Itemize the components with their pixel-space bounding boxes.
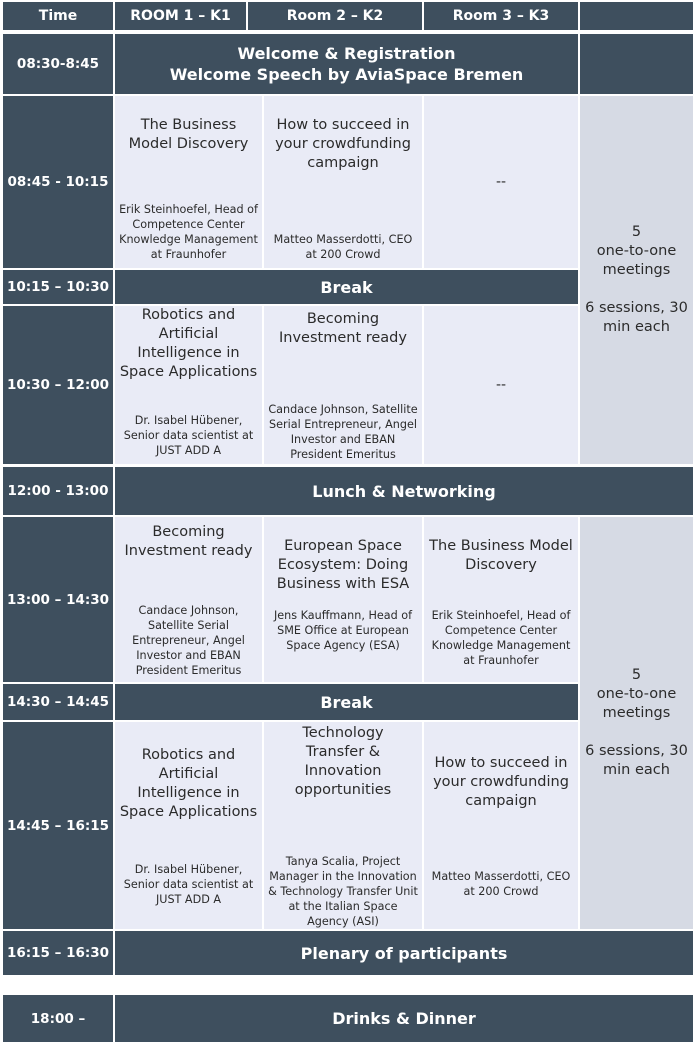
session-speaker: Tanya Scalia, Project Manager in the Innovation & Technology Transfer Unit at the Italian Space Agency (ASI) (268, 855, 418, 928)
one-to-one-sessions: 6 sessions, 30 min each (585, 300, 688, 335)
time-0830: 08:30-8:45 (3, 34, 113, 94)
session-title: Becoming Investment ready (124, 524, 253, 559)
session-speaker: Candace Johnson, Satellite Serial Entrepreneur, Angel Investor and EBAN President Emeritus (132, 604, 245, 677)
session-speaker: Jens Kauffmann, Head of SME Office at European Space Agency (ESA) (273, 609, 413, 652)
time-1430: 14:30 – 14:45 (3, 684, 113, 720)
one-to-one-label: one-to-one meetings (596, 686, 677, 721)
one-to-one-morning (580, 96, 693, 464)
session-title: Robotics and Artificial Intelligence in Space Applications (119, 307, 258, 380)
session-1030-room1 (115, 306, 262, 464)
session-speaker: Candace Johnson, Satellite Serial Entrepreneur, Angel Investor and EBAN President Emeritus (268, 403, 418, 461)
lunch-banner: Lunch & Networking (115, 467, 693, 515)
time-1800: 18:00 – (3, 995, 113, 1042)
session-speaker: Matteo Masserdotti, CEO at 200 Crowd (431, 870, 571, 898)
session-1300-room2 (264, 517, 422, 682)
session-1445-room2 (264, 722, 422, 929)
one-to-one-label: one-to-one meetings (596, 243, 677, 278)
break-banner-1430: Break (115, 684, 578, 720)
session-speaker: Dr. Isabel Hübener, Senior data scientist at JUST ADD A (123, 414, 254, 457)
session-1445-room1 (115, 722, 262, 929)
session-1300-room1 (115, 517, 262, 682)
session-0845-room2 (264, 96, 422, 268)
one-to-one-sessions: 6 sessions, 30 min each (585, 743, 688, 778)
welcome-banner (115, 34, 578, 94)
session-1030-room2 (264, 306, 422, 464)
time-1300: 13:00 – 14:30 (3, 517, 113, 682)
one-to-one-count: 5 (631, 224, 642, 240)
session-title: Robotics and Artificial Intelligence in Space Applications (119, 747, 258, 820)
welcome-line-2: Welcome Speech by AviaSpace Bremen (169, 65, 524, 84)
header-time: Time (3, 2, 113, 30)
session-0845-room3: -- (424, 96, 578, 268)
time-1615: 16:15 – 16:30 (3, 931, 113, 975)
session-title: Technology Transfer & Innovation opportunities (294, 725, 392, 798)
welcome-line-1: Welcome & Registration (237, 44, 456, 63)
time-0845: 08:45 - 10:15 (3, 96, 113, 268)
dinner-banner: Drinks & Dinner (115, 995, 693, 1042)
header-extra (580, 2, 693, 30)
session-speaker: Matteo Masserdotti, CEO at 200 Crowd (273, 233, 413, 261)
session-0845-room1 (115, 96, 262, 268)
time-1015: 10:15 – 10:30 (3, 270, 113, 304)
session-title: Becoming Investment ready (279, 311, 407, 346)
session-title: How to succeed in your crowdfunding campaign (275, 117, 411, 171)
plenary-banner: Plenary of participants (115, 931, 693, 975)
header-room-1: ROOM 1 – K1 (115, 2, 246, 30)
session-title: The Business Model Discovery (429, 538, 573, 573)
session-title: How to succeed in your crowdfunding campaign (433, 755, 569, 809)
session-1445-room3 (424, 722, 578, 929)
session-title: The Business Model Discovery (128, 117, 249, 152)
session-1030-room3: -- (424, 306, 578, 464)
welcome-extra-cell (580, 34, 693, 94)
one-to-one-afternoon (580, 517, 693, 929)
header-room-2: Room 2 – K2 (248, 2, 422, 30)
session-speaker: Erik Steinhoefel, Head of Competence Center Knowledge Management at Fraunhofer (431, 609, 571, 667)
session-speaker: Dr. Isabel Hübener, Senior data scientist at JUST ADD A (123, 863, 254, 906)
time-1030: 10:30 – 12:00 (3, 306, 113, 464)
time-1200: 12:00 - 13:00 (3, 467, 113, 515)
break-banner-1015: Break (115, 270, 578, 304)
session-speaker: Erik Steinhoefel, Head of Competence Center Knowledge Management at Fraunhofer (119, 203, 258, 261)
header-room-3: Room 3 – K3 (424, 2, 578, 30)
one-to-one-count: 5 (631, 667, 642, 683)
session-title: European Space Ecosystem: Doing Business with ESA (276, 538, 410, 592)
session-1300-room3 (424, 517, 578, 682)
time-1445: 14:45 – 16:15 (3, 722, 113, 929)
